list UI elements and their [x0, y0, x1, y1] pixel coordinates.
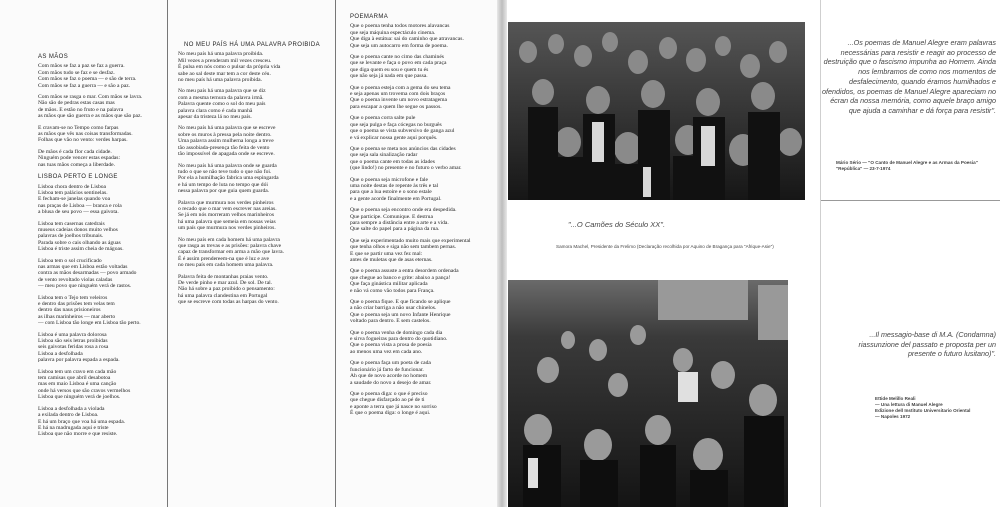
poem-line: Que o poema fique. E que ficando se aplique [350, 299, 451, 306]
poem-line: e há um tempo de luta no tempo que dói [178, 181, 268, 188]
poem-stanza [178, 200, 326, 232]
poem-stanza [350, 54, 498, 80]
poem-line: — com Lisboa tão longe em Lisboa tão perto. [38, 320, 141, 327]
poem-line: palavra por palavra espada a espada. [38, 357, 120, 364]
poem-line: sabe ao sal deste mar tem a cor deste céu. [178, 70, 271, 77]
poem-stanza [350, 268, 498, 294]
poem-line: que diga quem eu sou e quem tu és [350, 66, 429, 73]
poem-line: Lisboa a desfolhada a violada [38, 405, 105, 412]
poem-line: há uma palavra que semeia em nossas veias [178, 218, 276, 225]
poem-line: que tenha olhos e siga não sem tambem pernas. [350, 244, 457, 251]
poem-line: Lisboa a desfolhada [38, 350, 83, 357]
poem-stanza [350, 391, 498, 417]
poem-line: que seja pulga e faça cócegas no burguês [350, 121, 442, 128]
poem-line: as mãos que são guerra e as mãos que são paz. [38, 113, 142, 120]
poem-line: Palavra quente como o sol do meu país [178, 101, 266, 108]
poem-line: funcionário já farto de funcionar. [350, 366, 424, 373]
attribution-line: — Una lettura di Manuel Alegre [875, 402, 943, 407]
poem-line: que se levante e faça o povo em cada praça [350, 60, 447, 67]
poem-line: De verde pinho e mar azul. De sol. De tal. [178, 280, 273, 286]
poem-stanza [178, 125, 326, 157]
poem-line: De mãos é cada flor cada cidade. [38, 148, 112, 155]
quote-attribution-2 [875, 396, 995, 420]
poem-line: seis gaivotas feridas rosa a rosa [38, 344, 109, 351]
poem-line: mas em maio Lisboa é uma canção [38, 381, 117, 388]
quote-reali: ...Il messagio-base di M.A. (Condamna) riassunzione del passato e proposta per un presente o futuro lusitano)". [858, 330, 996, 358]
poem-stanza [350, 146, 498, 172]
attribution-line: — Napoles 1972 [875, 414, 911, 419]
poem-line: Lisboa tem o sol crucificado [38, 257, 102, 264]
poem-line: no meu país em cada homem uma palavra. [178, 262, 274, 269]
poem-line: tem camisas que abril desabotoa [38, 375, 111, 382]
poem-line: Palavra feita de montanhas praias vento. [178, 273, 269, 280]
poem-line: E há um braço que voa há uma espada. [38, 418, 126, 425]
poem-stanza [350, 23, 498, 49]
poem-line: Que o poema tenha todos motores alavancas [350, 23, 450, 30]
poem-line: (que lindo!) no presente e no futuro o verbo amar. [350, 165, 462, 172]
poem-line: um país que murmura nos verdes pinheiros. [178, 225, 276, 232]
crowd-photo-top [508, 22, 805, 200]
poem-line: que o poema se vista subversivo de ganga azul [350, 128, 455, 135]
poem-line: Lisboa que ninguém verá de joelhos. [38, 394, 121, 401]
poem-line: Ninguém pode vencer estas espadas: [38, 155, 121, 162]
poem-line: Não há sobre a paz proibido o pensamento: [178, 286, 275, 293]
poem-line: Que o poema seja encontro onde era despedida. [350, 207, 457, 214]
poem-line: Lisboa é triste assim cheia de mágoas. [38, 246, 124, 253]
poem-line: capaz de transformar em arma a mão que lavra. [178, 249, 285, 256]
poem-line: dentro das naus prisioneiros [38, 307, 101, 314]
poem-stanza [38, 295, 163, 327]
poem-line: Ah que de novo acorde no homem [350, 373, 428, 380]
poem-line: nas tuas mãos começa a liberdade. [38, 161, 116, 168]
poem-line: Lisboa são seis letras proibidas [38, 338, 108, 345]
column-1 [38, 0, 163, 507]
poem-title-poemarma: POEMARMA [350, 14, 389, 20]
poem-stanza [350, 115, 498, 141]
poem-line: Que o poema vista a prosa de poesia [350, 342, 432, 349]
column-divider [335, 0, 336, 507]
poem-line: Que diga à estátua: sai do caminho que atravancas. [350, 36, 464, 43]
poem-line: Uma palavra assim mulherna longa a treve [178, 138, 274, 145]
poem-line: que seja máquina espectáculo cinema. [350, 29, 436, 36]
crowd-photo-bottom [508, 280, 788, 507]
poem-line: No meu país há uma palavra onde se guarda [178, 162, 277, 169]
poem-line: Que o poema se meta nos anúncios das cidades [350, 145, 456, 152]
poem-line: Com mãos se faz o poema — e são de terra. [38, 76, 137, 83]
poem-stanza [38, 184, 163, 216]
poem-stanza [350, 238, 498, 264]
poem-line: Que participe. Comunique. E destrua [350, 213, 433, 220]
poem-line: tão assobiada-presença tão feita de vento [178, 144, 270, 151]
poem-stanza [350, 207, 498, 233]
quote-attribution-1 [836, 160, 996, 172]
poem-line: que seja sala sinalização radar [350, 152, 418, 159]
poem-line: Lisboa tem um cravo em cada mão [38, 368, 117, 375]
poem-line: que não seja já nada em que passa. [350, 73, 428, 80]
poem-stanza [38, 63, 163, 89]
poem-line: e aponte a terra que já nasce no sorriso [350, 403, 437, 410]
poem-line: ao menos uma vez em cada ano. [350, 348, 423, 355]
poem-line: E há na madrugada aqui e triste [38, 424, 109, 431]
poem-stanza [178, 88, 326, 120]
poem-line: para que a lua estoire e o sono estale [350, 189, 432, 196]
poem-line: Com mãos se faz a paz se faz a guerra. [38, 63, 125, 70]
poem-line: a não criar barriga a não usar chinelos. [350, 305, 437, 312]
poem-line: e não vá como vão todos para França. [350, 287, 435, 294]
poem-line: Com mãos se rasga o mar. Com mãos se lavra. [38, 94, 143, 101]
poem-line: tudo o que se não teve tudo o que não foi. [178, 168, 272, 175]
poem-line: É pulsa em nós como o pulsar da própria vida [178, 64, 281, 71]
poem-line: Que seja um autocarro em forma de poema. [350, 42, 448, 49]
poem-line: Que o poema venha de domingo cada dia [350, 329, 443, 336]
poem-line: a saudade do novo a desejo de amar. [350, 379, 432, 386]
poem-line: sobre os muros à pressa pela noite dentro. [178, 131, 272, 138]
poem-line: Parada sobre o cais olhando as águas [38, 239, 121, 246]
poem-line: Que o poema seja microfone e fale [350, 176, 428, 183]
poem-line: as ilhas marinheiros — mar aberto [38, 313, 116, 320]
poem-line: Não são de pedras estas casas mas [38, 100, 115, 107]
poem-line: Que o poema seja um novo Infante Henrique [350, 311, 451, 318]
poem-line: de mãos. E estão no fruto e na palavra [38, 106, 124, 113]
poem-line: Com mãos se faz a guerra — e são a paz. [38, 82, 131, 89]
poem-line: Lisboa tem palácios sentinelas. [38, 189, 108, 196]
section-rule [820, 200, 1000, 201]
poem-line: que rasga as trevas e as prisões: palavra chave [178, 242, 282, 249]
poem-line: de vento revoltado violas caladas [38, 276, 113, 283]
column-3 [350, 0, 498, 507]
poem-title-palavra-proibida: NO MEU PAÍS HÁ UMA PALAVRA PROIBIDA [183, 42, 321, 48]
poem-as-maos [38, 63, 163, 168]
poem-line: nessa palavra por que guia quem guarda. [178, 188, 270, 195]
poem-line: Se já em nós morreram velhos marinheiros [178, 212, 275, 219]
poem-line: Lisboa tem o Tejo tem veleiros [38, 294, 108, 301]
poem-line: com a mesma ternura da palavra irmã. [178, 94, 264, 101]
poem-line: Que o poema cante no cimo das chaminés [350, 54, 444, 61]
attribution-line: Mário Sério — "O Canto de Manuel Alegre e as Armas da Poesia" [836, 160, 978, 165]
poem-line: e sirva fogueiras para dentro do quotidiano. [350, 336, 448, 343]
attribution-line: Edizione dell Instituto Universitario Oriental [875, 408, 971, 413]
poem-stanza [350, 85, 498, 111]
poem-line: Que o poema corra salte pule [350, 115, 416, 122]
poem-line: E que se partir uma vez fez mal: [350, 250, 423, 257]
poem-title-as-maos: AS MÃOS [38, 54, 69, 60]
poem-line: Com mãos tudo se faz e se desfaz. [38, 69, 115, 76]
poem-line: Por ela a humilhação fabrica uma espingarda [178, 175, 279, 182]
poem-line: que chegue disfarçado ao pé de ti [350, 397, 425, 404]
poem-line: Que o poema esteja com a gema do seu tema [350, 84, 451, 91]
poem-line: Mil vezes a prenderam mil vezes cresceu. [178, 57, 272, 64]
poem-line: e vá explicar nossa gente aqui porquês. [350, 134, 438, 141]
poem-line: palavra clara como é cada manhã [178, 107, 253, 114]
poem-line: E fecham-se janelas quando voa [38, 196, 111, 203]
poem-line: No meu país há uma palavra que se diz [178, 88, 266, 95]
poem-line: nas armas que em Lisboa estão voltadas [38, 263, 128, 270]
poem-line: É é assim prendereem-na que é luz e ave [178, 255, 270, 262]
poem-line: No meu país há uma palavra que se escreve [178, 125, 276, 132]
poem-stanza [178, 163, 326, 195]
poem-line: no meu país há uma palavra proibida. [178, 77, 263, 84]
poem-line: Que faça ginástica militar aplicada [350, 281, 428, 288]
poem-lisboa [38, 184, 163, 438]
poem-line: e dentro das prisões tem velas tem [38, 301, 115, 307]
quote-mario-sério: ...Os poemas de Manuel Alegre eram palavras necessárias para resistir e reagir ao processo de destruição que o fascismo impunha ao Homem. Ainda nos lembramos de como nos momentos de desfalecimento, quando éramos humilhados e ofendidos, os poemas de Manuel Alegre apareciam no écran da nossa memória, como aquele braço amigo que ajuda a caminhar e dá força para resistir". [822, 38, 996, 115]
attribution-line: "República" — 23-7-1974 [836, 166, 891, 171]
poem-line: — meu povo que ninguém verá de rastos. [38, 283, 132, 290]
poem-line: Que o poema diga: o que é preciso [350, 390, 428, 397]
poem-line: o recado que o mar vem escrever nas areias. [178, 205, 277, 212]
poem-line: E cravam-se no Tempo como farpas [38, 124, 119, 131]
poem-palavra-proibida [178, 51, 326, 305]
poem-line: Lisboa é uma palavra dolorosa [38, 331, 107, 338]
poem-line: as mãos que vês nas coisas transformadas. [38, 131, 133, 138]
poem-line: apesar da tristeza lá no meu país. [178, 114, 252, 121]
poem-stanza [350, 330, 498, 356]
poem-line: museus cadeias donos muito velhos [38, 226, 118, 233]
poem-line: Lisboa que não morre e que resiste. [38, 431, 118, 438]
poem-poemarma [350, 23, 498, 416]
attribution-line: Ettide Melillo Reali [875, 396, 916, 401]
poem-line: a exilada dentro de Lisboa. [38, 412, 99, 419]
poem-line: É que o poema diga: o longe é aqui. [350, 410, 431, 417]
poem-line: Lisboa tem casernas catedrais [38, 220, 105, 227]
poem-stanza [350, 177, 498, 203]
poem-stanza [38, 258, 163, 290]
poem-line: Que seja experimentado muito mais que experimental [350, 237, 471, 244]
poem-line: No meu país há uma palavra proibida. [178, 51, 264, 58]
photo-caption-camoes: "...O Camões do Século XX". [568, 220, 666, 229]
poem-line: Lisboa chora dentro de Lisboa [38, 183, 107, 190]
poem-line: palavras de joelhos tribunais. [38, 233, 104, 240]
poem-line: nas praças de Lisboa — branca e rola [38, 202, 122, 209]
book-gutter [497, 0, 507, 507]
poem-stanza [38, 149, 163, 168]
poem-title-lisboa: LISBOA PERTO E LONGE [38, 174, 118, 181]
poem-stanza [38, 406, 163, 438]
poem-stanza [178, 237, 326, 269]
poem-stanza [350, 360, 498, 386]
panel-divider [820, 0, 821, 507]
poem-line: onde há versos que são cravos vermelhos [38, 387, 131, 394]
photo-credit-samora: Samora Machel, Presidente da Frelimo (Declaração recolhida por Aquino de Bragança para "Afrique-Asie") [556, 244, 774, 249]
column-2 [178, 0, 326, 507]
poem-line: e a gente acorde finalmente em Portugal. [350, 195, 442, 202]
poem-line: antes de muletas que de asas eternas. [350, 257, 433, 263]
poem-line: Folhas que vão no vento: verdes harpas. [38, 137, 128, 144]
column-divider [167, 0, 168, 507]
poem-line: Palavra que murmura nos verdes pinheiros [178, 199, 274, 206]
poem-line: para escapar a quem lhe segue os passos. [350, 103, 442, 110]
poem-line: No meu país em cada homem há uma palavra [178, 236, 280, 243]
poem-line: Que o poema invente um novo estratagema [350, 97, 447, 104]
poem-line: contra as mãos desarmadas — povo armado [38, 270, 137, 277]
poem-line: Que salte do papel para a página da rua. [350, 226, 440, 233]
crowd-photo-top-image [508, 22, 805, 200]
poem-line: há uma palavra clandestina em Portugal [178, 292, 268, 299]
poem-line: Que o poema assuste a entra desordem ordenada [350, 268, 459, 275]
poem-line: voltado para dentro. E sem castelos. [350, 318, 431, 325]
poem-line: tão impossível de apagada onde se escreve. [178, 151, 275, 158]
poem-stanza [38, 369, 163, 401]
poem-stanza [350, 299, 498, 325]
crowd-photo-bottom-image [508, 280, 788, 507]
poem-stanza [178, 274, 326, 306]
poem-stanza [38, 125, 163, 144]
poem-stanza [178, 51, 326, 83]
poem-line: que chegue ao banco e grite: abaixo a pança! [350, 274, 451, 281]
poem-line: a blusa de seu povo — essa gaivota. [38, 209, 119, 216]
poem-line: Que o poema faça um poeta de cada [350, 360, 431, 367]
poem-line: para sempre a distância entre a arte e a vida. [350, 219, 449, 226]
poem-stanza [38, 221, 163, 253]
poem-stanza [38, 94, 163, 120]
poem-line: que se escreve com todas as harpas do vento. [178, 299, 279, 306]
poem-line: e seja apenas um trovema com dois braços [350, 91, 446, 98]
poem-line: que o poema cante em todas as idades [350, 158, 435, 165]
poem-line: uma noite destas de repente às três e tal [350, 182, 439, 189]
poem-stanza [38, 332, 163, 364]
